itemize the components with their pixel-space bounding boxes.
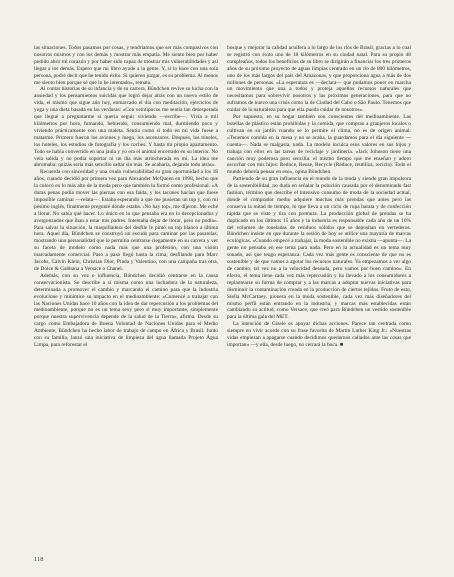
paragraph: Por supuesto, en su hogar también son conscientes del medioambiente. Las botellas de plástico están prohibidas y la comida, que compran a granjeros locales o cultivan en su jardín cuando se lo permite el clima, no es de origen animal: «Tenemos comida en la mesa y no se acaba, la guardamos para el día siguiente —cuenta—. Nada se malgasta, nada. La modelo inculca esos valores en sus hijos y trabaja con ellos en las tareas de reciclaje y jardinería. «Jack Johnson tiene una canción muy poderosa pero sencilla: el mismo tiempo que me enseñan y adoro escuchar con mis hijos: Reduce, Reuse, Recycle (Reduce, reutiliza, recicla). Todo el mundo debería pensar en eso», opina Bündchen. [227,114,411,176]
right-text-column [227,45,411,349]
paragraph: Además, con su voz e influencia, Bündchen decidió centrarse en la causa conservacionista. Se describe a sí misma como una luchadora de la naturaleza, determinada a promover el cambio y marcando el camino para que la industria evolucione y minimice su impacto en el medioambiente: «Comencé a trabajar con las Naciones Unidas hace 10 años con la idea de dar repercusión a los problemas del medioambiente, porque no es un tema sexy pero sí muy importante, simplemente porque nuestra supervivencia depende de la salud de la Tierra», afirma. Desde su cargo como Embajadora de Buena Voluntad de Naciones Unidas para el Medio Ambiente, Bündchen ha hecho labor de trabajo de campo en África y Brasil. Junto con su familia, lanzó una iniciativa de limpieza del agua llamada Projeto Água Limpa, para reforestar el [34,272,218,348]
paragraph: Al contar historias de su infancia y de su carrera, Bündchen revive su lucha con la ansiedad y los pensamientos suicidas que logró dejar atrás con un nuevo estilo de vida, el mismo que sigue aún hoy, enmarcado el día con meditación, ejercicios de yoga y una dieta basada en las verduras: «Con veintipocos me sentía tan desesperada que llegué a preguntarme si quería seguir viviendo —escribe—. Vivía a mil kilómetros por hora, fumando, bebiendo, consumiendo mal, durmiendo poco y viviendo prácticamente con una maleta. Sentía como si todo en mi vida fuese a matarme. Primero fueron los aviones y luego, los ascensores. Después, los túneles, los hoteles, los estudios de fotografía y los coches. Y hasta mi propio apartamento. Todo se había convertido en una jaula y yo era el animal encerrado en su interior. No veía salida y no podía soportar ni un día más atrincherada en mí. La idea me abrumaba: quizás sería más sencillo saltar sin más. Se acabaría, dejando todo atrás». [34,86,218,169]
paragraph: las situaciones. Todos pasamos por cosas, y tendríamos que ser más compasivos con nosotros mismos y con los demás y mostrar más empatía. Me siento bien por haber podido abrir mi corazón y por haber sido capaz de mostrar mis vulnerabilidades y así llegar a los demás. Espero que mi libro ayude a la gente. Y, si lo hace con una sola persona, podré decir que he tenido éxito. Si quieren juzgar, es su problema. Al menos me siento bien porque sé que lo he intentado», remata. [34,45,218,86]
page-number: 118 [34,556,44,563]
left-text-column [34,45,218,349]
paragraph: La intención de Gisele es apoyar dichas acciones. Parece tan centrada como siempre en vivir acorde con su frase favorita de Martin Luther King Jr.: «Nuestras vidas empiezan a apagarse cuando decidimos quedarnos callados ante las cosas que importan» —y ella, desde luego, no cerrará la boca. ■ [227,321,411,348]
paragraph: Partiendo de su gran influencia en el mundo de la moda y siendo gran impulsora de la sostenibilidad, no duda en señalar la polución causada por el denominado fast fashion, término que describe el intensivo consumo de moda de la sociedad actual, donde el comprador medio adquiere muchas más prendas que antes pero las conserva la mitad de tiempo, lo que lleva a un ciclo de ropa barata y de confección rápida que se viste y tira con premura. La producción global de prendas se ha duplicado en los últimos 15 años y la industria es responsable cada año de un 10% del volumen de toneladas de residuos sólidos que se depositan en vertederos. Bündchen insiste en que durante la sesión de hoy se utilice una mayoría de marcas ecológicas. «Cuando empecé a trabajar, la moda sostenible no existía —apunta—. La gente no pensaba en ese tema para nada. Pero en la actualidad es un tema muy sonado, así que tengo esperanza. Cada vez más gente es consciente de que no es sostenible y de que vamos a agotar los recursos naturales. Ya empezamos a ver algo de cambio; tal vez no a la velocidad deseada, pero vamos por buen camino». En efecto, el tema tiene cada vez más repercusión y ha llevado a los consumidores a replantearse su forma de comprar y a las marcas a adoptar nuevas iniciativas para disminuir la contaminación creada en la producción de ciertos tejidos. Fruto de esto, Stella McCartney, pionera en la moda sostenible, cada vez más diseñadores del mismo perfil están entrando en la industria, y marcas más establecidas están cambiando su actitud, como Versace, que creó para Bündchen un vestido sostenible para la última gala del MET. [227,176,411,321]
paragraph: Recuerda con sinceridad y una cruda vulnerabilidad su gran oportunidad a los 18 años, cuando decidió por primera vez para Alexander McQueen en 1998, hecho que la colocó en lo más alto de la moda pero que también la formó como profesional. «A duras penas podía mover las piernas con esa falda, y los tacones hacían que fuese imposible caminar —relata—. Estaba esperando a que me pusieran un top y, con mi pésimo inglés, finalmente pregunté dónde estaba. ‹No hay top›, me dijeron. Me eché a llorar. No sabía qué hacer. Lo único en lo que pensaba era en lo decepcionados y avergonzados que iban a estar mis padres. Intentaba dejar de llorar, pero no podía». Para salvar la situación, la maquilladora del desfile le pintó un top blanco a última hora. Aquel día, Bündchen se construyó un escudo para caminar por las pasarelas, mostrando una personalidad que le permitía centrarse ciegamente en su carrera y ver su faceta de modelo como nada más que una profesión, con una visión marcadamente comercial. Paso a paso llegó hasta la cima, desfilando para Marc Jacobs, Calvin Klein, Christian Dior, Prada y Valentino, con una campaña tras otra, de Dolce & Gabbana a Versace o Chanel. [34,169,218,272]
paragraph: bosque y mejorar la calidad acuífera a lo largo de los ríos de Brasil, gracias a lo cual se registró con éxito uno de 18 kilómetros en su ciudad natal. Para su propio 40 cumpleaños, todos los beneficios de su libro se dirigirán a financiar los tres primeros años de su próximo proyecto de aguas limpias centrado en un río de 800 kilómetros, uno de los más largos del país del Amazonas, y que proporciona agua a más de dos millones de personas. «La esperanza es —declara— que podamos poner en marcha un movimiento que una a todos y proteja aquellos recursos naturales que necesitamos para sobrevivir nosotros y las próximas generaciones, para que no suframos de nuevo una crisis como la de Ciudad del Cabo o São Paulo. Tenemos que cuidar de la naturaleza para que ella pueda cuidar de nosotros». [227,45,411,114]
